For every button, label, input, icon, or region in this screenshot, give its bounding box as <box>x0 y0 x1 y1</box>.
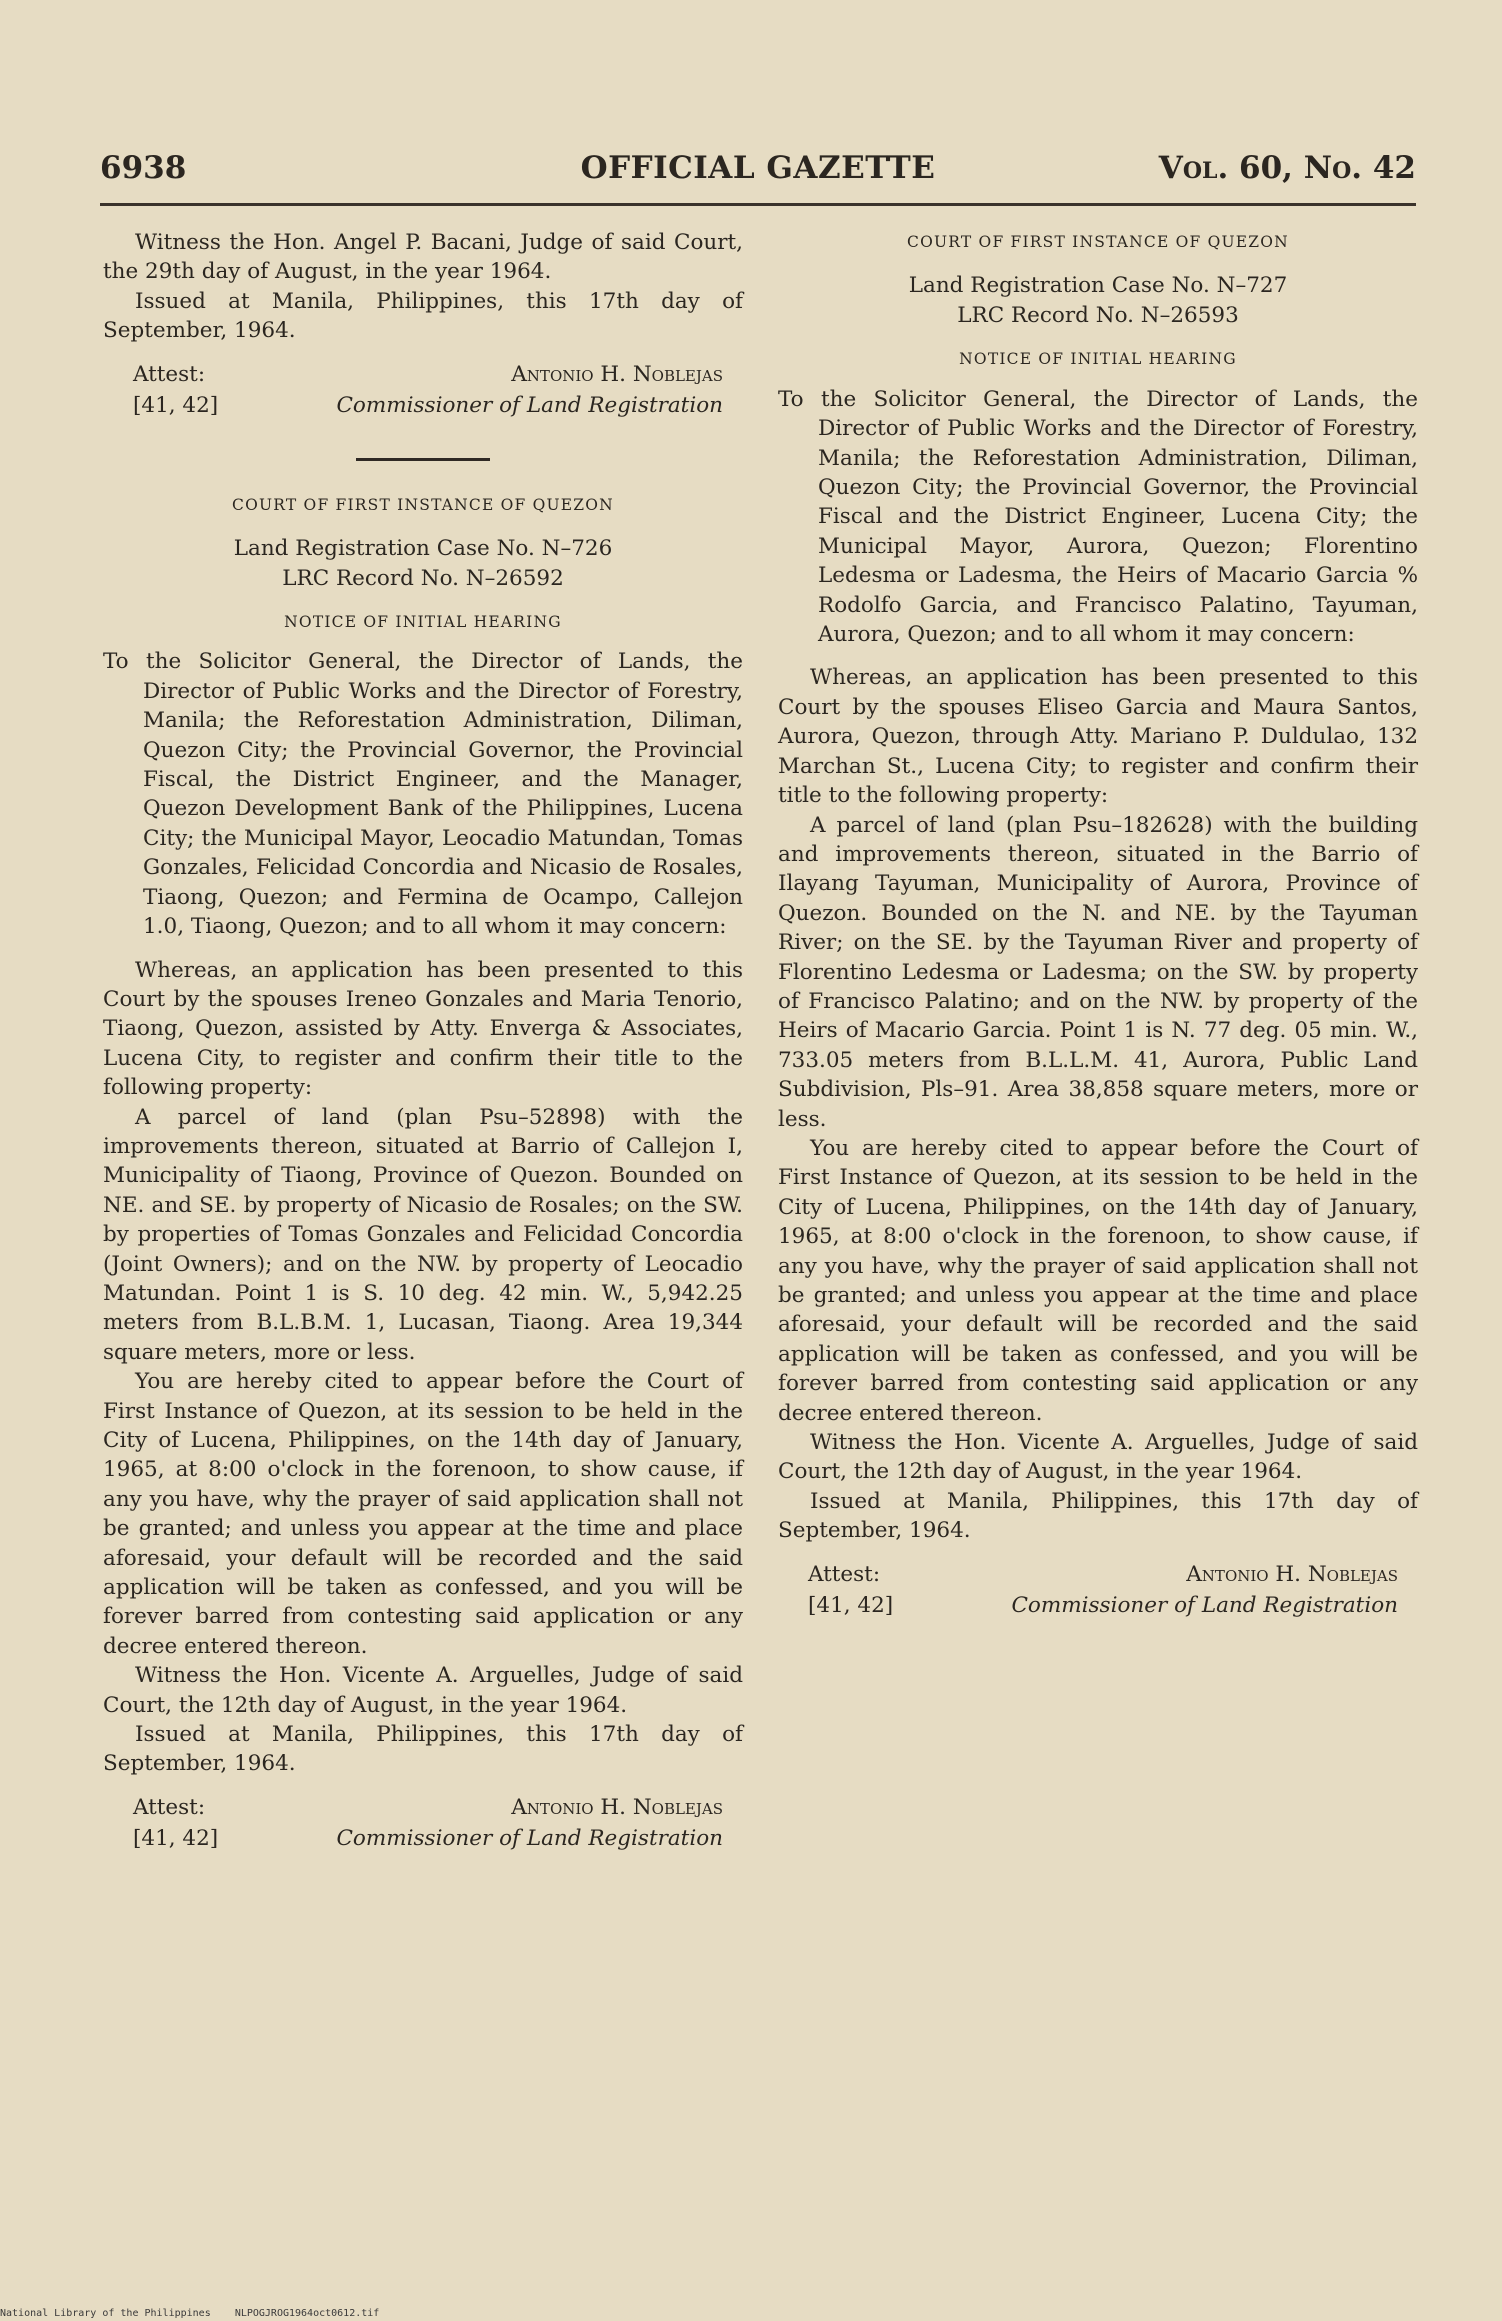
attest-title: Commissioner of Land Registration <box>336 1825 723 1851</box>
cited-paragraph: You are hereby cited to appear before the Court of First Instance of Quezon, at its session to be held in the City of Lucena, Philippines, on the 14th day of January, 1965, at 8:00 o'clock in the forenoon, to show cause, if any you have, why the prayer of said application shall not be granted; and unless you appear at the time and place aforesaid, your default will be recorded and the said application will be taken as confessed, and you will be forever barred from contesting said application or any decree entered thereon. <box>103 1369 743 1659</box>
addressee-text: the Solicitor General, the Director of Lands, the Director of Public Works and the Director of Forestry, Manila; the Reforestation Administration, Diliman, Quezon City; the Provincial Governor, the Provincial Fiscal and the District Engineer, Lucena City; the Municipal Mayor, Aurora, Quezon; Florentino Ledesma or Ladesma, the Heirs of Macario Garcia % Rodolfo Garcia, and Francisco Palatino, Tayuman, Aurora, Quezon; and to all whom it may concern: <box>818 386 1418 648</box>
header-rule <box>100 203 1416 206</box>
addressee-to: To <box>778 386 804 412</box>
issued-paragraph: Issued at Manila, Philippines, this 17th day of September, 1964. <box>778 1488 1418 1544</box>
prev-attest <box>103 360 743 422</box>
case-number: Land Registration Case No. N–727 <box>908 273 1288 299</box>
page-number: 6938 <box>100 150 187 186</box>
page-header <box>100 148 1416 198</box>
issued-paragraph: Issued at Manila, Philippines, this 17th day of September, 1964. <box>103 1722 743 1777</box>
addressee <box>778 385 1418 650</box>
addressee-text: the Solicitor General, the Director of Lands, the Director of Public Works and the Director of Forestry, Manila; the Reforestation Administration, Diliman, Quezon City; the Provincial Governor, the Provincial Fiscal, the District Engineer, and the Manager, Quezon Development Bank of the Philippines, Lucena City; the Municipal Mayor, Leocadio Matundan, Tomas Gonzales, Felicidad Concordia and Nicasio de Rosales, Tiaong, Quezon; and Fermina de Ocampo, Callejon 1.0, Tiaong, Quezon; and to all whom it may concern: <box>143 649 743 940</box>
court-heading: COURT OF FIRST INSTANCE OF QUEZON <box>232 495 614 514</box>
right-column <box>778 228 1418 1622</box>
whereas-paragraph: Whereas, an application has been presented to this Court by the spouses Eliseo Garcia and Maura Santos, Aurora, Quezon, through Atty. Mariano P. Duldulao, 132 Marchan St., Lucena City; to register and confirm their title to the following property: <box>778 665 1418 809</box>
volume-number: Vol. 60, No. 42 <box>1158 150 1416 186</box>
parcel-paragraph: A parcel of land (plan Psu–52898) with the improvements thereon, situated at Barrio of Callejon I, Municipality of Tiaong, Province of Quezon. Bounded on NE. and SE. by property of Nicasio de Rosales; on the SW. by properties of Tomas Gonzales and Felicidad Concordia (Joint Owners); and on the NW. by property of Leocadio Matundan. Point 1 is S. 10 deg. 42 min. W., 5,942.25 meters from B.L.B.M. 1, Lucasan, Tiaong. Area 19,344 square meters, more or less. <box>103 1104 743 1365</box>
case-number: Land Registration Case No. N–726 <box>233 536 613 562</box>
attest-label: Attest: <box>808 1561 881 1587</box>
scan-footer <box>0 2308 379 2319</box>
attest-block <box>103 1793 743 1855</box>
notice-heading: NOTICE OF INITIAL HEARING <box>959 350 1237 369</box>
publication-title: OFFICIAL GAZETTE <box>580 150 936 186</box>
prev-witness: Witness the Hon. Angel P. Bacani, Judge of said Court, the 29th day of August, in the year 1964. <box>103 230 743 285</box>
footer-file: NLPOGJROG1964oct0612.tif <box>234 2308 380 2319</box>
attest-title: Commissioner of Land Registration <box>1011 1592 1398 1618</box>
attest-ref: [41, 42] <box>133 1825 219 1851</box>
attest-block <box>778 1560 1418 1622</box>
prev-issued: Issued at Manila, Philippines, this 17th day of September, 1964. <box>103 288 743 344</box>
record-number: LRC Record No. N–26592 <box>282 566 564 592</box>
attest-ref: [41, 42] <box>133 392 219 418</box>
court-heading: COURT OF FIRST INSTANCE OF QUEZON <box>907 233 1289 251</box>
addressee <box>103 647 743 941</box>
addressee-to: To <box>103 649 129 675</box>
cited-paragraph: You are hereby cited to appear before the Court of First Instance of Quezon, at its session to be held in the City of Lucena, Philippines, on the 14th day of January, 1965, at 8:00 o'clock in the forenoon, to show cause, if any you have, why the prayer of said application shall not be granted; and unless you appear at the time and place aforesaid, your default will be recorded and the said application will be taken as confessed, and you will be forever barred from contesting said application or any decree entered thereon. <box>778 1135 1418 1426</box>
attest-name: Antonio H. Noblejas <box>1186 1561 1398 1587</box>
parcel-paragraph: A parcel of land (plan Psu–182628) with the building and improvements thereon, situated in the Barrio of Ilayang Tayuman, Municipality of Aurora, Province of Quezon. Bounded on the N. and NE. by the Tayuman River; on the SE. by the Tayuman River and property of Florentino Ledesma or Ladesma; on the SW. by property of Francisco Palatino; and on the NW. by property of the Heirs of Macario Garcia. Point 1 is N. 77 deg. 05 min. W., 733.05 meters from B.L.L.M. 41, Aurora, Public Land Subdivision, Pls–91. Area 38,858 square meters, more or less. <box>778 812 1418 1132</box>
left-column <box>103 228 743 1855</box>
attest-title: Commissioner of Land Registration <box>336 392 723 418</box>
footer-source: National Library of the Philippines <box>0 2308 211 2319</box>
record-number: LRC Record No. N–26593 <box>957 303 1239 329</box>
attest-name: Antonio H. Noblejas <box>511 1794 723 1820</box>
notice-heading: NOTICE OF INITIAL HEARING <box>284 613 562 632</box>
section-divider <box>356 458 490 461</box>
attest-label: Attest: <box>133 361 206 387</box>
whereas-paragraph: Whereas, an application has been presented to this Court by the spouses Ireneo Gonzales and Maria Tenorio, Tiaong, Quezon, assisted by Atty. Enverga & Associates, Lucena City, to register and confirm their title to the following property: <box>103 957 743 1101</box>
attest-name: Antonio H. Noblejas <box>511 361 723 387</box>
attest-ref: [41, 42] <box>808 1592 894 1618</box>
witness-paragraph: Witness the Hon. Vicente A. Arguelles, Judge of said Court, the 12th day of August, in the year 1964. <box>778 1430 1418 1485</box>
witness-paragraph: Witness the Hon. Vicente A. Arguelles, Judge of said Court, the 12th day of August, in the year 1964. <box>103 1663 743 1718</box>
attest-label: Attest: <box>133 1794 206 1820</box>
